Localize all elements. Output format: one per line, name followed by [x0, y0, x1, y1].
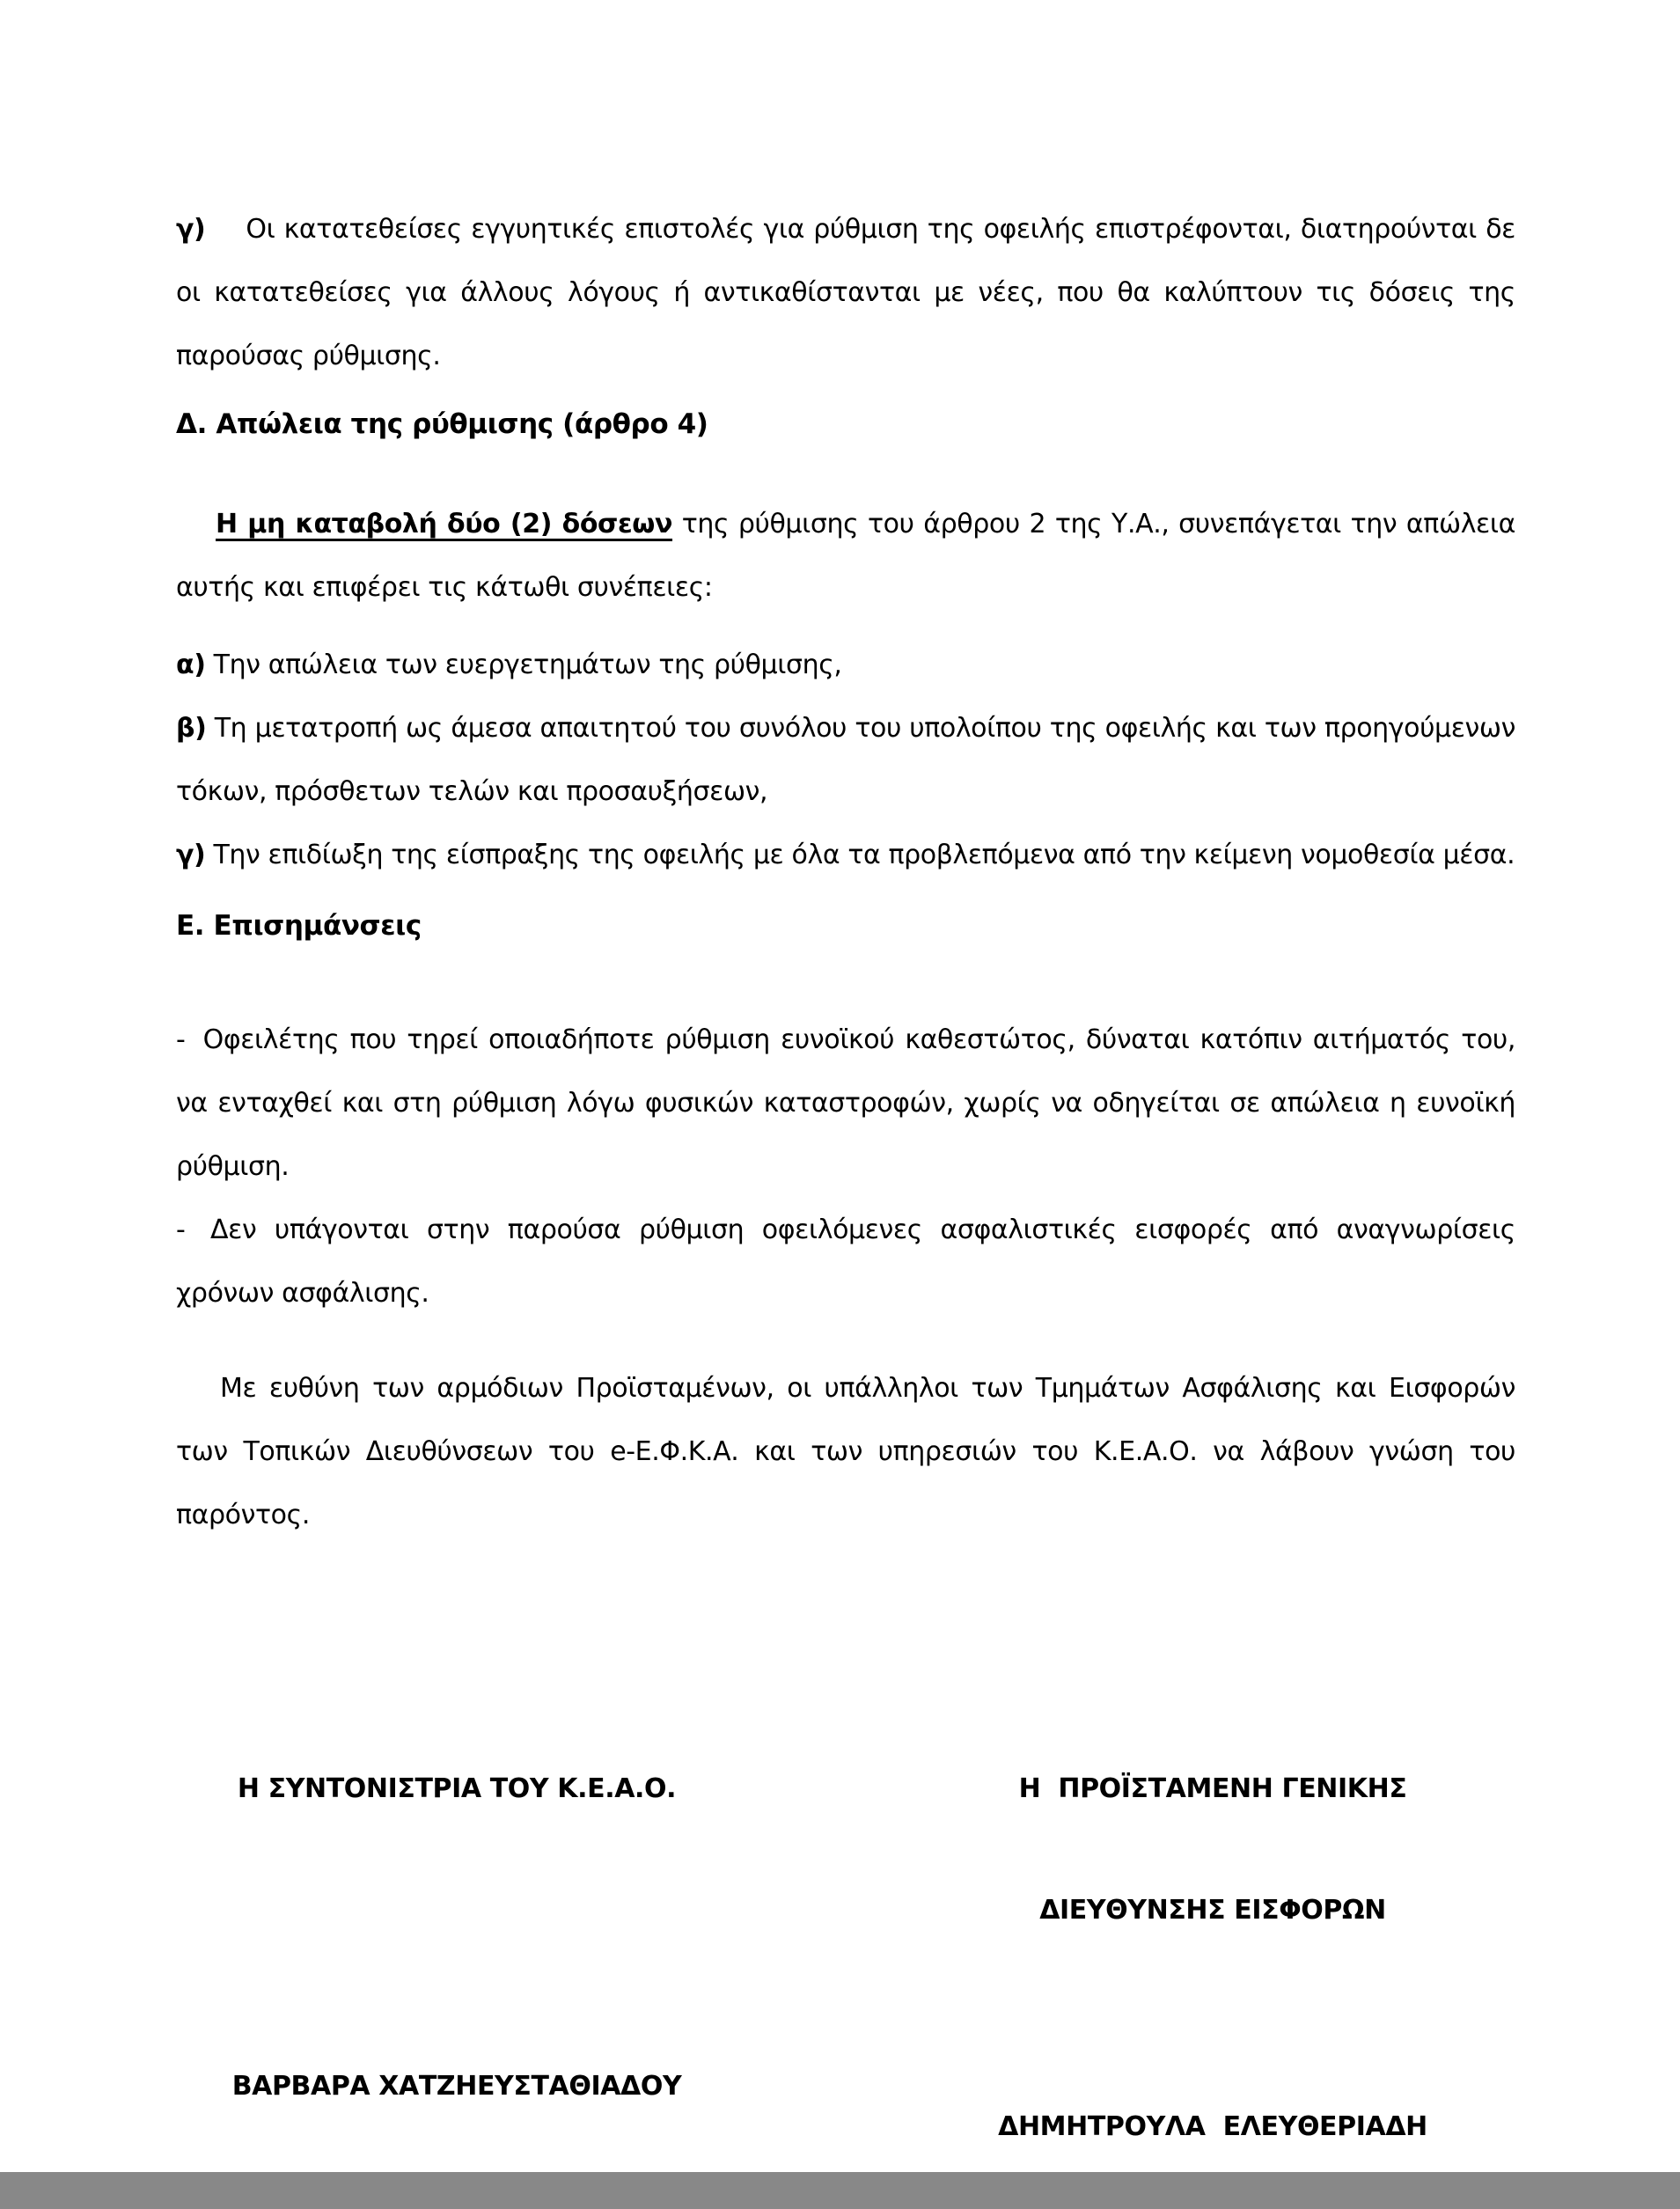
note-item-1-dash: - [176, 1024, 186, 1055]
signature-left-name: ΒΑΡΒΑΡΑ ΧΑΤΖΗΕΥΣΤΑΘΙΑΔΟΥ [231, 2071, 682, 2102]
section-d-intro-rest: της ρύθμισης του άρθρου 2 της Υ.Α., συνεπάγεται την απώλεια αυτής και επιφέρει τις κάτωθι συνέπειες: [176, 509, 1515, 603]
section-d-heading: Δ. Απώλεια της ρύθμισης (άρθρο 4) [176, 408, 708, 440]
section-e-heading: Ε. Επισημάνσεις [176, 910, 422, 942]
note-item-2 [176, 1199, 1515, 1325]
list-item-a-text: Την απώλεια των ευεργετημάτων της ρύθμισης, [205, 649, 842, 680]
list-item-a [176, 634, 1515, 697]
signature-block [176, 1626, 1515, 2209]
signature-right-name: ΔΗΜΗΤΡΟΥΛΑ ΕΛΕΥΘΕΡΙΑΔΗ [998, 2111, 1427, 2142]
signature-left-title-line1: Η ΣΥΝΤΟΝΙΣΤΡΙΑ ΤΟΥ Κ.Ε.Α.Ο. [237, 1773, 677, 1804]
paragraph-c-marker: γ) [176, 214, 206, 245]
note-item-1-text: Οφειλέτης που τηρεί οποιαδήποτε ρύθμιση ευνοϊκού καθεστώτος, δύναται κατόπιν αιτήματός του, να ενταχθεί και στη ρύθμιση λόγω φυσικών καταστροφών, χωρίς να οδηγείται σε απώλεια η ευνοϊκή ρύθμιση. [176, 1024, 1515, 1182]
signature-right-title [982, 1688, 1443, 2012]
signature-right-title-line1: Η ΠΡΟΪΣΤΑΜΕΝΗ ΓΕΝΙΚΗΣ [1018, 1773, 1407, 1804]
list-item-b-marker: β) [176, 713, 207, 744]
list-item-b [176, 697, 1515, 824]
closing-paragraph: Με ευθύνη των αρμόδιων Προϊσταμένων, οι υπάλληλοι των Τμημάτων Ασφάλισης και Εισφορών των Τοπικών Διευθύνσεων του e-Ε.Φ.Κ.Α. και των υπηρεσιών του Κ.Ε.Α.Ο. να λάβουν γνώση του παρόντος. [176, 1373, 1515, 1530]
document-content [176, 198, 1515, 2209]
list-item-c-text: Την επιδίωξη της είσπραξης της οφειλής με όλα τα προβλεπόμενα από την κείμενη νομοθεσία μέσα. [205, 840, 1515, 870]
signature-left-title [209, 1688, 704, 1971]
paragraph-c-text: Οι κατατεθείσες εγγυητικές επιστολές για ρύθμιση της οφειλής επιστρέφονται, διατηρούνται δε οι κατατεθείσες για άλλους λόγους ή αντικαθίστανται με νέες, που θα καλύπτουν τις δόσεις της παρούσας ρύθμισης. [176, 214, 1515, 371]
note-item-2-dash: - [176, 1215, 186, 1245]
list-item-b-text: Τη μετατροπή ως άμεσα απαιτητού του συνόλου του υπολοίπου της οφειλής και των προηγούμενων τόκων, πρόσθετων τελών και προσαυξήσεων, [176, 713, 1515, 807]
section-e-notes [176, 1009, 1515, 1325]
section-d-intro [176, 493, 1515, 620]
note-item-1 [176, 1009, 1515, 1199]
list-item-a-marker: α) [176, 649, 206, 680]
section-d-consequence-list [176, 634, 1515, 887]
signature-left [209, 1626, 704, 2209]
note-item-2-text: Δεν υπάγονται στην παρούσα ρύθμιση οφειλόμενες ασφαλιστικές εισφορές από αναγνωρίσεις χρόνων ασφάλισης. [176, 1215, 1515, 1309]
paragraph-c [176, 198, 1515, 388]
list-item-c-marker: γ) [176, 840, 206, 870]
list-item-c [176, 824, 1515, 887]
signature-right [982, 1626, 1443, 2209]
section-d-intro-underlined: Η μη καταβολή δύο (2) δόσεων [216, 509, 673, 539]
signature-right-title-line2: ΔΙΕΥΘΥΝΣΗΣ ΕΙΣΦΟΡΩΝ [1039, 1895, 1386, 1926]
